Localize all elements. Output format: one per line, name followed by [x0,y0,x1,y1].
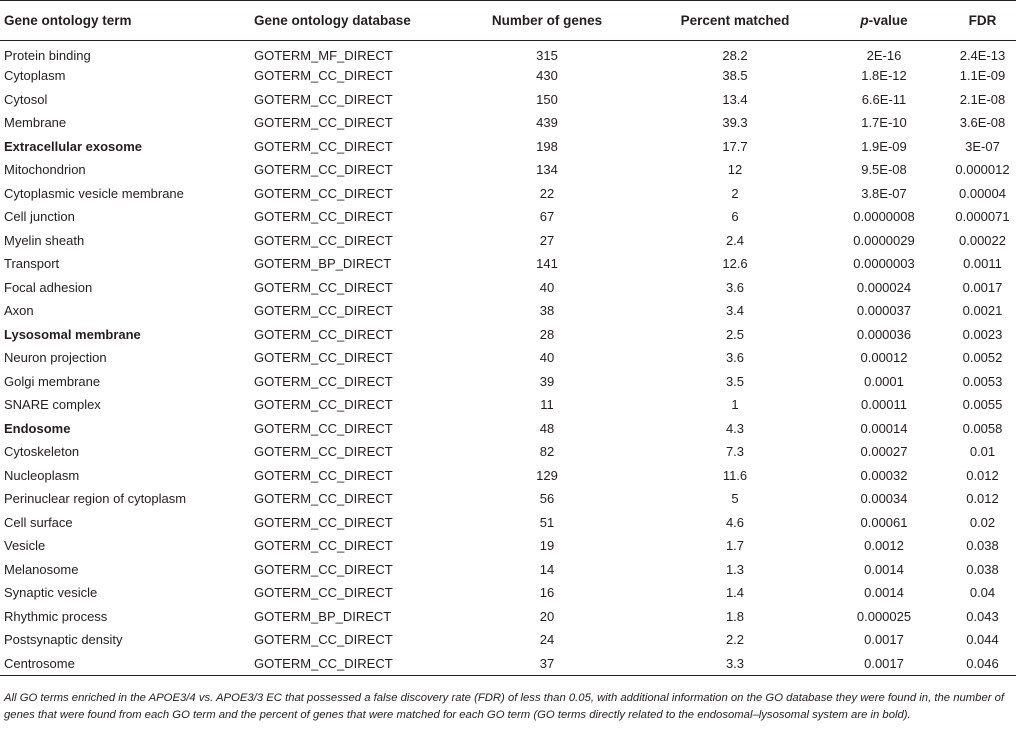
cell-fdr: 0.0058 [962,420,1003,436]
cell-genes: 40 [539,350,555,366]
cell-term: Nucleoplasm [4,467,80,483]
cell-database: GOTERM_CC_DIRECT [254,326,393,342]
cell-pvalue: 2E-16 [866,47,902,63]
cell-percent: 1.3 [725,561,745,577]
table-row [0,299,1016,323]
cell-term: Myelin sheath [4,232,85,248]
cell-fdr: 0.000012 [955,162,1010,178]
cell-database: GOTERM_CC_DIRECT [254,585,393,601]
cell-genes: 11 [540,397,554,413]
cell-percent: 1.7 [725,538,745,554]
header-pvalue [823,1,945,41]
cell-genes: 38 [539,303,555,319]
cell-fdr: 0.012 [966,491,999,507]
cell-fdr: 0.038 [966,561,999,577]
header-percent: Percent matched [647,1,823,41]
cell-percent: 1.8 [725,608,745,624]
cell-fdr: 3.6E-08 [959,115,1006,131]
table-row [0,487,1016,511]
cell-database: GOTERM_CC_DIRECT [254,232,393,248]
cell-pvalue: 0.000025 [856,608,912,624]
cell-pvalue: 9.5E-08 [861,162,907,178]
cell-term: Protein binding [4,47,91,63]
cell-term: Mitochondrion [4,162,86,178]
cell-database: GOTERM_CC_DIRECT [254,91,393,107]
table-row [0,64,1016,88]
cell-pvalue: 0.0000003 [853,256,915,272]
cell-fdr: 0.0052 [962,350,1003,366]
cell-term: Rhythmic process [4,608,108,624]
cell-percent: 17.7 [722,138,748,154]
cell-database: GOTERM_CC_DIRECT [254,420,393,436]
cell-pvalue: 0.00014 [860,420,908,436]
cell-genes: 198 [536,138,558,154]
cell-percent: 28.2 [722,47,748,63]
cell-pvalue: 0.0017 [864,632,904,648]
cell-database: GOTERM_CC_DIRECT [254,185,393,201]
cell-database: GOTERM_CC_DIRECT [254,209,393,225]
cell-genes: 16 [539,585,555,601]
header-pvalue-suffix: -value [868,13,908,28]
cell-percent: 2.2 [725,632,745,648]
cell-percent: 39.3 [722,115,748,131]
cell-term: Extracellular exosome [4,138,143,154]
cell-percent: 3.6 [725,279,745,295]
cell-fdr: 1.1E-09 [959,68,1006,84]
cell-fdr: 0.038 [966,538,999,554]
cell-term: Perinuclear region of cytoplasm [4,491,187,507]
cell-pvalue: 0.0014 [864,561,904,577]
cell-pvalue: 0.00034 [860,491,908,507]
cell-genes: 27 [539,232,555,248]
cell-pvalue: 0.00032 [860,467,908,483]
cell-percent: 5 [731,491,739,507]
cell-database: GOTERM_CC_DIRECT [254,397,393,413]
table-row [0,464,1016,488]
cell-term: SNARE complex [4,397,101,413]
cell-fdr: 0.0023 [962,326,1003,342]
cell-pvalue: 3.8E-07 [861,185,907,201]
cell-term: Transport [4,256,60,272]
cell-fdr: 0.02 [969,514,996,530]
cell-percent: 3.3 [647,652,823,676]
cell-term: Cytoskeleton [4,444,80,460]
table-row [0,276,1016,300]
cell-genes: 82 [539,444,555,460]
cell-fdr: 2.4E-13 [959,47,1006,63]
cell-database: GOTERM_CC_DIRECT [254,514,393,530]
cell-pvalue: 0.00011 [860,397,908,413]
table-header [0,1,1016,41]
cell-term: Axon [4,303,34,319]
cell-database: GOTERM_CC_DIRECT [254,538,393,554]
cell-fdr: 0.012 [966,467,999,483]
cell-database: GOTERM_CC_DIRECT [254,373,393,389]
cell-percent: 4.6 [725,514,745,530]
cell-percent: 12.6 [722,256,748,272]
cell-genes: 67 [539,209,555,225]
cell-pvalue: 0.00027 [860,444,908,460]
cell-term: Cell surface [4,514,73,530]
table-row [0,605,1016,629]
cell-fdr: 3E-07 [965,138,1000,154]
cell-genes: 51 [539,514,555,530]
cell-genes: 40 [539,279,555,295]
table-row [0,252,1016,276]
cell-pvalue: 6.6E-11 [861,91,907,107]
cell-genes: 20 [539,608,555,624]
cell-fdr: 0.04 [969,585,996,601]
table-body [0,41,1016,676]
cell-fdr: 2.1E-08 [959,91,1006,107]
cell-database: GOTERM_CC_DIRECT [254,350,393,366]
cell-database: GOTERM_CC_DIRECT [254,138,393,154]
table-row [0,652,1016,676]
cell-genes: 134 [536,162,558,178]
cell-pvalue: 1.9E-09 [861,138,907,154]
cell-percent: 2 [731,185,739,201]
table-row [0,581,1016,605]
header-genes: Number of genes [447,1,647,41]
cell-pvalue: 0.0017 [823,652,945,676]
cell-term: Lysosomal membrane [4,326,141,342]
table-row [0,88,1016,112]
header-database: Gene ontology database [254,1,447,41]
cell-database: GOTERM_CC_DIRECT [254,279,393,295]
cell-percent: 38.5 [722,68,748,84]
cell-percent: 3.5 [725,373,745,389]
cell-genes: 439 [536,115,558,131]
header-fdr: FDR [945,1,1016,41]
cell-genes: 48 [539,420,555,436]
cell-percent: 3.6 [725,350,745,366]
cell-term: Endosome [4,420,71,436]
cell-pvalue: 0.00012 [860,350,908,366]
cell-percent: 1 [731,397,739,413]
cell-percent: 3.4 [725,303,745,319]
cell-genes: 39 [539,373,555,389]
cell-genes: 129 [536,467,558,483]
cell-database: GOTERM_CC_DIRECT [254,467,393,483]
cell-genes: 28 [539,326,555,342]
cell-genes: 315 [536,47,558,63]
header-pvalue-italic: p [860,13,869,28]
cell-database: GOTERM_CC_DIRECT [254,652,447,676]
cell-fdr: 0.00022 [959,232,1006,248]
cell-term: Cytoplasmic vesicle membrane [4,185,184,201]
table-row [0,229,1016,253]
cell-pvalue: 0.000037 [856,303,912,319]
cell-database: GOTERM_MF_DIRECT [254,47,393,63]
table-row [0,393,1016,417]
cell-term: Synaptic vesicle [4,585,98,601]
cell-percent: 13.4 [722,91,748,107]
cell-term: Melanosome [4,561,79,577]
cell-percent: 12 [727,162,743,178]
cell-database: GOTERM_CC_DIRECT [254,68,393,84]
table-row [0,346,1016,370]
cell-term: Cell junction [4,209,75,225]
cell-pvalue: 0.000024 [856,279,912,295]
cell-genes: 150 [536,91,558,107]
cell-term: Cytosol [4,91,48,107]
cell-fdr: 0.046 [945,652,1016,676]
cell-fdr: 0.01 [969,444,996,460]
table-row [0,534,1016,558]
table-row [0,370,1016,394]
cell-pvalue: 0.0014 [864,585,904,601]
cell-pvalue: 0.000036 [856,326,912,342]
cell-genes: 19 [539,538,555,554]
cell-percent: 2.4 [725,232,745,248]
table-row [0,111,1016,135]
cell-pvalue: 0.0000029 [853,232,915,248]
table-row [0,135,1016,159]
cell-database: GOTERM_CC_DIRECT [254,561,393,577]
cell-term: Golgi membrane [4,373,101,389]
cell-database: GOTERM_CC_DIRECT [254,303,393,319]
cell-database: GOTERM_BP_DIRECT [254,256,392,272]
cell-fdr: 0.0021 [962,303,1003,319]
table-row [0,511,1016,535]
cell-percent: 11.6 [722,467,748,483]
header-term: Gene ontology term [0,1,254,41]
cell-fdr: 0.0017 [962,279,1003,295]
cell-database: GOTERM_CC_DIRECT [254,115,393,131]
table-row [0,182,1016,206]
cell-database: GOTERM_CC_DIRECT [254,162,393,178]
table-row [0,41,1016,65]
table-row [0,440,1016,464]
cell-genes: 24 [539,632,555,648]
cell-percent: 4.3 [725,420,745,436]
cell-fdr: 0.000071 [955,209,1010,225]
cell-pvalue: 1.7E-10 [861,115,907,131]
cell-percent: 7.3 [725,444,745,460]
table-row [0,323,1016,347]
table-row [0,417,1016,441]
table-row [0,158,1016,182]
cell-fdr: 0.044 [966,632,999,648]
cell-pvalue: 0.0001 [864,373,904,389]
cell-genes: 56 [539,491,555,507]
table-footnote: All GO terms enriched in the APOE3/4 vs. APOE3/3 EC that possessed a false discovery rate (FDR) of less than 0.05, with additional information on the GO database they were found in, the number of genes that were found from each GO term and the percent of genes that were matched for each GO term (GO terms directly related to the endosomal–lysosomal system are in bold). [4,692,1005,721]
cell-database: GOTERM_CC_DIRECT [254,632,393,648]
table-row [0,628,1016,652]
cell-pvalue: 1.8E-12 [861,68,907,84]
cell-database: GOTERM_CC_DIRECT [254,491,393,507]
cell-fdr: 0.043 [966,608,999,624]
cell-term: Vesicle [4,538,46,554]
cell-database: GOTERM_CC_DIRECT [254,444,393,460]
cell-genes: 430 [536,68,558,84]
cell-term: Membrane [4,115,67,131]
cell-fdr: 0.00004 [959,185,1006,201]
cell-fdr: 0.0011 [963,256,1002,272]
cell-term: Neuron projection [4,350,107,366]
cell-percent: 6 [731,209,739,225]
cell-pvalue: 0.0012 [864,538,904,554]
table-row [0,205,1016,229]
cell-pvalue: 0.00061 [860,514,908,530]
cell-fdr: 0.0053 [962,373,1003,389]
cell-genes: 37 [447,652,647,676]
cell-pvalue: 0.0000008 [853,209,915,225]
cell-term: Cytoplasm [4,68,66,84]
cell-term: Focal adhesion [4,279,93,295]
cell-term: Centrosome [0,652,254,676]
cell-term: Postsynaptic density [4,632,123,648]
cell-percent: 1.4 [725,585,745,601]
cell-genes: 22 [539,185,555,201]
header-row [0,1,1016,41]
cell-genes: 14 [539,561,555,577]
cell-database: GOTERM_BP_DIRECT [254,608,392,624]
table-row [0,558,1016,582]
cell-fdr: 0.0055 [962,397,1003,413]
cell-genes: 141 [536,256,558,272]
cell-percent: 2.5 [725,326,745,342]
